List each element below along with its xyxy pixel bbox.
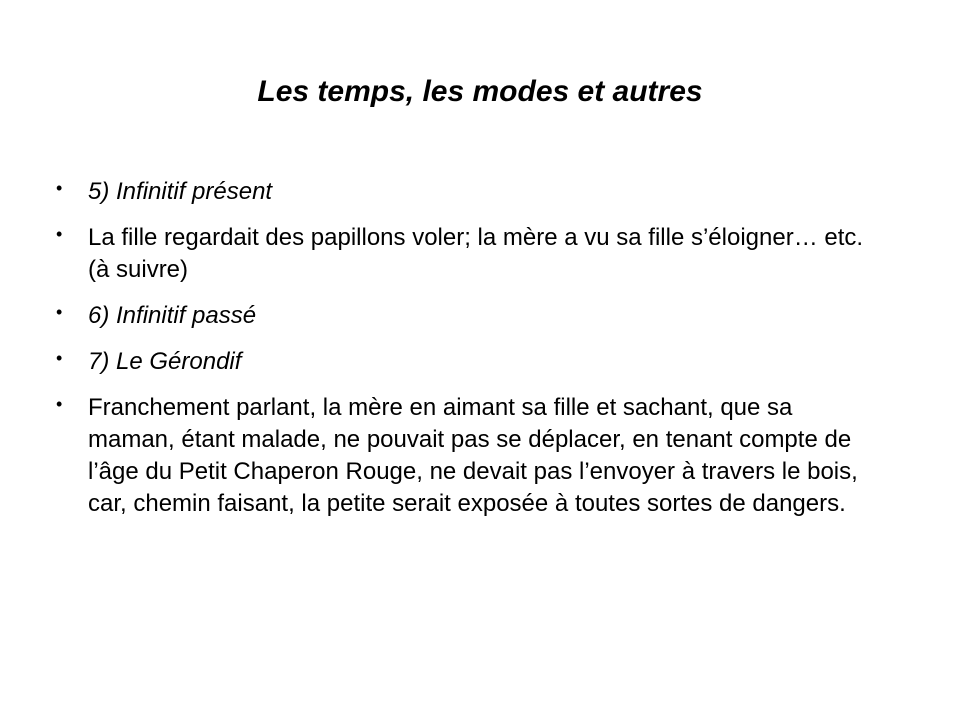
bullet-icon: • (56, 394, 63, 414)
bullet-text: 5) Infinitif présent (88, 178, 273, 205)
bullet-item-gerondif (56, 346, 876, 378)
bullet-text: La fille regardait des papillons voler; la mère a vu sa fille s’éloigner… etc. (à suivre) (88, 224, 864, 283)
slide-title: Les temps, les modes et autres (257, 75, 703, 108)
bullet-text: 6) Infinitif passé (88, 302, 257, 329)
bullet-text: Franchement parlant, la mère en aimant sa fille et sachant, que sa maman, étant malade, ne pouvait pas se déplacer, en tenant compte de l’âge du Petit Chaperon Rouge, ne devait pas l’envoyer à travers le bois, car, chemin faisant, la petite serait exposée à toutes sortes de dangers. (88, 394, 858, 517)
bullet-icon: • (56, 224, 63, 244)
bullet-icon: • (56, 302, 63, 322)
bullet-item-example-gerondif (56, 392, 876, 520)
bullet-icon: • (56, 178, 63, 198)
bullet-text: 7) Le Gérondif (88, 348, 242, 375)
bullet-list (56, 176, 876, 534)
bullet-item-infinitif-passe (56, 300, 876, 332)
bullet-icon: • (56, 348, 63, 368)
bullet-item-example-infinitif (56, 222, 876, 286)
bullet-item-infinitif-present (56, 176, 876, 208)
